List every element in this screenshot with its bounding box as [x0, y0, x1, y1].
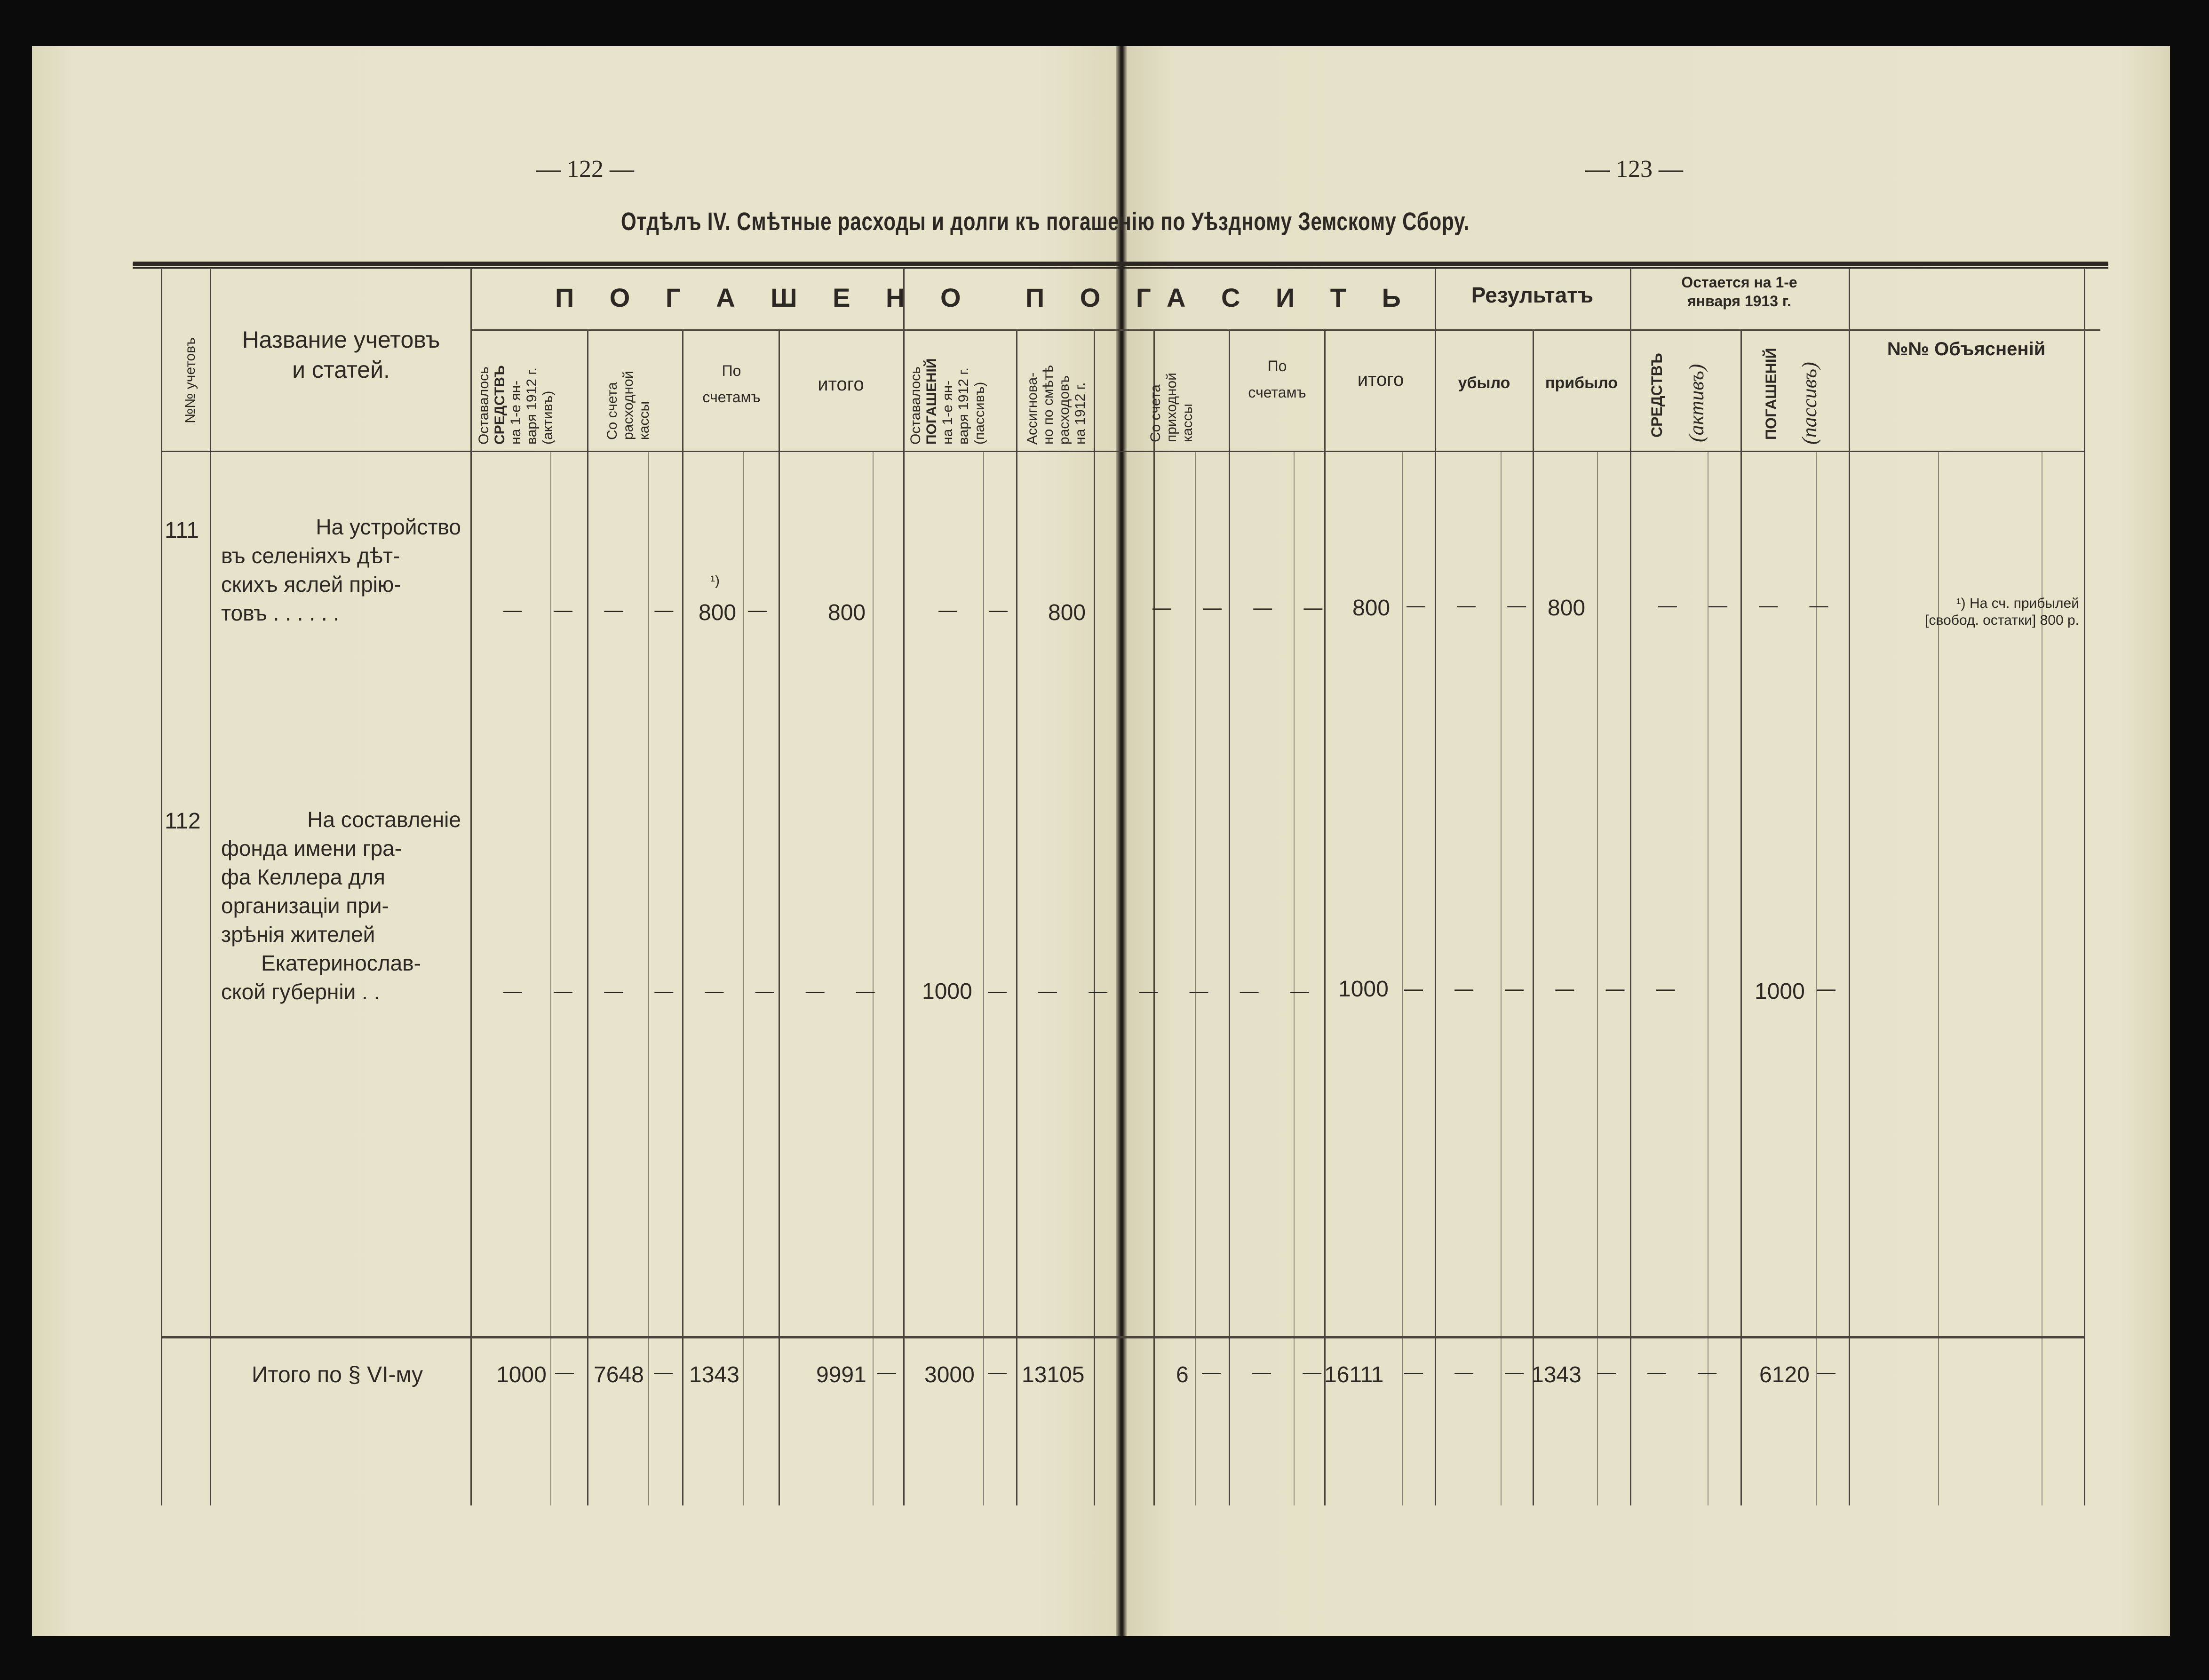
- row-112-dashes-2: — — — — — — —: [988, 981, 1322, 1002]
- itogo-header-2: итого: [1357, 369, 1404, 390]
- total-dash: —: [877, 1362, 909, 1383]
- col-line: [2084, 268, 2085, 1505]
- row-111-dash: —: [748, 600, 780, 621]
- col-line: [1094, 329, 1095, 1505]
- row-112-name: На составленіе фонда имени гра- фа Келлера для организаціи при- зрѣнія жителей Екатеринослав- ской губерніи . .: [221, 807, 461, 1004]
- top-rule-thin: [133, 267, 2108, 269]
- col-line: [587, 329, 588, 1505]
- header-bottom-rule: [161, 451, 2084, 452]
- row-111-dashes: — — — —: [503, 600, 687, 621]
- pribylo-header: прибыло: [1545, 374, 1618, 392]
- section-title: Отдѣлъ IV. Смѣтные расходы и долги къ погашенію по Уѣздному Земскому Сбору.: [621, 207, 1470, 236]
- col-line: [1153, 329, 1155, 1505]
- total-dashes: — — —: [1202, 1362, 1335, 1383]
- name-col-header: Название учетовъ и статей.: [242, 326, 440, 383]
- passiv-header: (пассивъ): [1798, 362, 1821, 445]
- col-line: [682, 329, 683, 1505]
- row-112-pog: 1000: [922, 979, 972, 1004]
- col-line: [161, 268, 162, 1505]
- col-line: [1324, 329, 1326, 1505]
- total-ost-sredstv: 1000: [496, 1362, 547, 1387]
- col-line: [1533, 329, 1534, 1505]
- total-dash: —: [555, 1362, 587, 1383]
- total-itogo2: 16111: [1324, 1362, 1384, 1387]
- row-112-dashes-3: — — — — — —: [1404, 979, 1688, 999]
- sub-line: [873, 452, 874, 1505]
- row-111-assig: 800: [1048, 600, 1086, 625]
- total-dashes-2: — — —: [1404, 1362, 1537, 1383]
- ost-sredstv-header: Оставалось СРЕДСТВЪ на 1-е ян- варя 1912 г. (активъ): [476, 365, 556, 445]
- row-111-dashes-4: — — —: [1406, 595, 1540, 616]
- pogasit-header-left: П О Г: [1025, 283, 1165, 312]
- num-col-header: №№ учетовъ: [183, 337, 198, 423]
- sub-line: [1402, 452, 1403, 1505]
- sredstv-header: СРЕДСТВЪ: [1648, 353, 1665, 438]
- row-111-dashes-3: — — — —: [1152, 597, 1336, 618]
- total-dash: —: [654, 1362, 686, 1383]
- ubylo-header: убыло: [1458, 374, 1510, 392]
- total-dashes-3: — — —: [1597, 1362, 1730, 1383]
- so-scheta-prih-header: Со счета приходной кассы: [1148, 373, 1195, 442]
- row-111-note-mark: ¹): [710, 573, 720, 589]
- col-line: [1016, 329, 1017, 1505]
- aktiv-header: (активъ): [1685, 364, 1708, 442]
- total-pog: 3000: [924, 1362, 975, 1387]
- ost-pog-header: Оставалось ПОГАШЕНІЙ на 1-е ян- варя 1912 г. (пассивъ): [908, 358, 987, 445]
- pogasheno-header: П О Г А Ш Е Н О: [555, 283, 975, 312]
- row-111-dashes-2: — —: [938, 600, 1021, 621]
- total-assig: 13105: [1022, 1362, 1085, 1387]
- row-112-dashes: — — — — — — — —: [503, 981, 888, 1002]
- total-rule: [161, 1336, 2084, 1338]
- header-sub-rule: [470, 329, 2100, 331]
- row-112-ost-pog: 1000: [1755, 979, 1805, 1004]
- footnote: ¹) На сч. прибылей [свобод. остатки] 800 р.: [1925, 596, 2079, 628]
- sub-line: [743, 452, 744, 1505]
- col-line: [1849, 268, 1850, 1505]
- col-line: [779, 329, 780, 1505]
- row-111-itogo2: 800: [1352, 596, 1391, 621]
- col-line: [210, 268, 211, 1505]
- row-112-itogo2: 1000: [1338, 977, 1389, 1002]
- top-rule: [133, 262, 2108, 266]
- col-line: [1630, 268, 1631, 1505]
- pogasheniy-header: ПОГАШЕНІЙ: [1763, 348, 1780, 440]
- total-ost-pog: 6120: [1759, 1362, 1810, 1387]
- po-schetam-header-2: По счетамъ: [1248, 358, 1306, 401]
- assig-header: Ассигнова- но по смѣтѣ расходовъ на 1912 г.: [1025, 365, 1088, 445]
- total-so-scheta: 7648: [594, 1362, 644, 1387]
- total-label: Итого по § VI-му: [252, 1362, 423, 1387]
- total-pribylo: 1343: [1531, 1362, 1581, 1387]
- row-111-name: На устройство въ селеніяхъ дѣт- скихъ яслей прію- товъ . . . . . .: [221, 515, 461, 625]
- row-111-num: 111: [165, 518, 199, 543]
- right-page-number: — 123 —: [1585, 156, 1683, 183]
- so-scheta-rash-header: Со счета расходной кассы: [604, 371, 652, 440]
- rezultat-header: Результатъ: [1471, 283, 1594, 307]
- row-112-num: 112: [165, 809, 201, 834]
- po-schetam-header: По счетамъ: [702, 362, 761, 406]
- total-po-schetam: 1343: [689, 1362, 739, 1387]
- total-prih: 6: [1176, 1362, 1189, 1387]
- row-111-itogo: 800: [828, 600, 866, 625]
- row-112-dash: —: [1817, 979, 1849, 999]
- row-111-dashes-5: — — — —: [1658, 595, 1842, 616]
- pogasit-header-right: А С И Т Ь: [1167, 283, 1415, 312]
- total-dash: —: [1817, 1362, 1849, 1383]
- col-line: [470, 268, 472, 1505]
- total-dash: —: [988, 1362, 1020, 1383]
- col-line: [1435, 268, 1436, 1505]
- col-line: [1229, 329, 1230, 1505]
- col-line: [903, 268, 905, 1505]
- row-111-po-schetam: 800: [699, 600, 737, 625]
- col-line: [1740, 329, 1742, 1505]
- ostaetsya-header: Остается на 1-е января 1913 г.: [1681, 274, 1797, 310]
- row-111-pribylo: 800: [1548, 596, 1586, 621]
- itogo-header: итого: [818, 374, 864, 395]
- obyasneniy-header: №№ Объясненій: [1887, 339, 2046, 359]
- left-page-number: — 122 —: [536, 156, 634, 183]
- total-itogo: 9991: [816, 1362, 866, 1387]
